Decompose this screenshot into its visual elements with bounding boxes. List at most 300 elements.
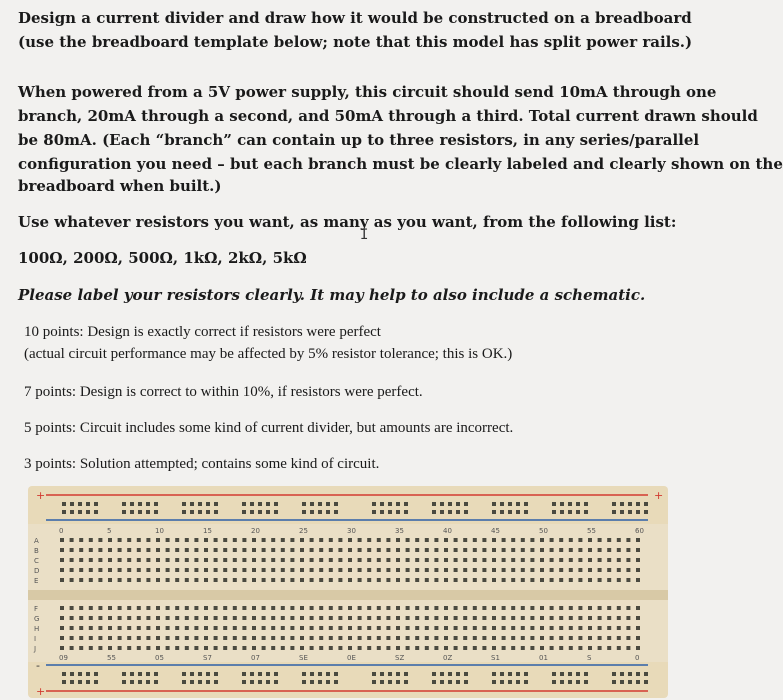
breadboard-hole	[262, 548, 266, 552]
rail-hole	[464, 510, 468, 514]
breadboard-hole	[348, 578, 352, 582]
rail-hole	[516, 672, 520, 676]
breadboard-hole	[310, 646, 314, 650]
breadboard-hole	[89, 578, 93, 582]
breadboard-hole	[540, 548, 544, 552]
breadboard-hole	[175, 548, 179, 552]
rail-hole	[190, 680, 194, 684]
rail-hole	[62, 510, 66, 514]
breadboard-hole	[108, 538, 112, 542]
breadboard-hole	[473, 548, 477, 552]
rail-hole	[576, 672, 580, 676]
breadboard-hole	[137, 636, 141, 640]
breadboard-hole	[502, 548, 506, 552]
breadboard-hole	[290, 558, 294, 562]
rail-hole	[250, 680, 254, 684]
rail-hole	[552, 502, 556, 506]
breadboard-hole	[137, 616, 141, 620]
breadboard-hole	[358, 558, 362, 562]
breadboard-hole	[348, 606, 352, 610]
breadboard-hole	[60, 548, 64, 552]
rail-hole	[516, 502, 520, 506]
rail-hole	[644, 502, 648, 506]
rail-hole	[94, 672, 98, 676]
rail-hole	[492, 672, 496, 676]
breadboard-hole	[310, 578, 314, 582]
breadboard-hole	[396, 606, 400, 610]
breadboard-hole	[194, 558, 198, 562]
breadboard-hole	[185, 538, 189, 542]
breadboard-hole	[434, 606, 438, 610]
breadboard-hole	[492, 538, 496, 542]
breadboard-hole	[463, 578, 467, 582]
breadboard-hole	[108, 558, 112, 562]
rail-hole	[464, 680, 468, 684]
breadboard-hole	[156, 606, 160, 610]
breadboard-hole	[118, 606, 122, 610]
breadboard-hole	[396, 548, 400, 552]
breadboard-hole	[329, 626, 333, 630]
breadboard-hole	[175, 578, 179, 582]
breadboard-hole	[204, 578, 208, 582]
breadboard-hole	[415, 606, 419, 610]
breadboard-hole	[434, 558, 438, 562]
breadboard-hole	[156, 626, 160, 630]
rail-hole	[122, 510, 126, 514]
breadboard-hole	[137, 568, 141, 572]
breadboard-hole	[137, 646, 141, 650]
breadboard-hole	[60, 646, 64, 650]
rail-hole	[508, 672, 512, 676]
rail-hole	[130, 502, 134, 506]
breadboard-hole	[242, 636, 246, 640]
rail-hole	[464, 672, 468, 676]
breadboard-hole	[386, 538, 390, 542]
breadboard-hole	[281, 646, 285, 650]
breadboard-hole	[511, 578, 515, 582]
column-label: 5	[107, 527, 112, 535]
breadboard-hole	[386, 558, 390, 562]
breadboard-hole	[482, 616, 486, 620]
breadboard-hole	[406, 636, 410, 640]
breadboard-hole	[482, 538, 486, 542]
rail-hole	[432, 510, 436, 514]
breadboard-hole	[223, 548, 227, 552]
column-label: 55	[587, 527, 596, 535]
breadboard-hole	[406, 558, 410, 562]
breadboard-hole	[214, 616, 218, 620]
rail-hole	[78, 502, 82, 506]
paragraph-line-2: branch, 20mA through a second, and 50mA through a third. Total current drawn should	[18, 107, 758, 125]
breadboard-hole	[156, 578, 160, 582]
rail-hole	[456, 680, 460, 684]
breadboard-hole	[156, 616, 160, 620]
breadboard-hole	[281, 616, 285, 620]
breadboard-hole	[118, 538, 122, 542]
breadboard-hole	[550, 636, 554, 640]
breadboard-hole	[348, 548, 352, 552]
breadboard-hole	[137, 626, 141, 630]
breadboard-hole	[329, 568, 333, 572]
breadboard-hole	[396, 626, 400, 630]
rubric-10-line-2: (actual circuit performance may be affected by 5% resistor tolerance; this is OK.)	[24, 346, 513, 362]
breadboard-hole	[348, 646, 352, 650]
breadboard-hole	[79, 548, 83, 552]
breadboard-hole	[146, 606, 150, 610]
breadboard-hole	[626, 646, 630, 650]
breadboard-hole	[310, 626, 314, 630]
rail-hole	[274, 680, 278, 684]
rail-hole	[266, 672, 270, 676]
row-label: G	[34, 615, 40, 623]
breadboard-hole	[194, 578, 198, 582]
rail-hole	[138, 510, 142, 514]
rail-hole	[576, 502, 580, 506]
breadboard-hole	[252, 568, 256, 572]
rail-hole	[560, 502, 564, 506]
rail-hole	[524, 672, 528, 676]
column-label: SZ	[395, 654, 405, 662]
breadboard-hole	[511, 558, 515, 562]
breadboard-hole	[252, 548, 256, 552]
breadboard-hole	[521, 538, 525, 542]
breadboard-hole	[358, 568, 362, 572]
breadboard-hole	[166, 646, 170, 650]
breadboard-hole	[377, 578, 381, 582]
breadboard-hole	[367, 538, 371, 542]
rail-hole	[86, 672, 90, 676]
rail-hole	[524, 510, 528, 514]
breadboard-hole	[319, 538, 323, 542]
rail-hole	[310, 672, 314, 676]
rail-hole	[326, 510, 330, 514]
resistor-intro: Use whatever resistors you want, as many as you want, from the following list:	[18, 213, 677, 231]
rail-hole	[70, 510, 74, 514]
breadboard-hole	[319, 578, 323, 582]
rail-hole	[524, 680, 528, 684]
breadboard-hole	[473, 626, 477, 630]
rail-hole	[318, 510, 322, 514]
breadboard-hole	[194, 548, 198, 552]
breadboard-hole	[338, 568, 342, 572]
breadboard-hole	[434, 568, 438, 572]
rail-hole	[302, 502, 306, 506]
breadboard-hole	[329, 636, 333, 640]
breadboard-hole	[175, 616, 179, 620]
rail-hole	[612, 680, 616, 684]
rail-hole	[70, 672, 74, 676]
rail-hole	[138, 672, 142, 676]
breadboard-hole	[262, 538, 266, 542]
breadboard-hole	[290, 568, 294, 572]
row-label: A	[34, 537, 39, 545]
rail-hole	[318, 680, 322, 684]
breadboard-hole	[377, 548, 381, 552]
breadboard-hole	[434, 538, 438, 542]
breadboard-hole	[319, 548, 323, 552]
rail-hole	[500, 510, 504, 514]
breadboard-hole	[588, 606, 592, 610]
breadboard-hole	[290, 548, 294, 552]
breadboard-hole	[137, 548, 141, 552]
breadboard-hole	[98, 538, 102, 542]
breadboard-hole	[377, 626, 381, 630]
breadboard-hole	[79, 558, 83, 562]
breadboard-hole	[530, 606, 534, 610]
breadboard-hole	[146, 548, 150, 552]
breadboard-hole	[204, 558, 208, 562]
rail-hole	[250, 510, 254, 514]
breadboard-hole	[406, 626, 410, 630]
breadboard-hole	[569, 636, 573, 640]
breadboard-hole	[290, 606, 294, 610]
rail-hole	[182, 510, 186, 514]
rail-hole	[560, 680, 564, 684]
breadboard-hole	[434, 636, 438, 640]
breadboard-hole	[530, 646, 534, 650]
breadboard-hole	[175, 568, 179, 572]
rail-hole	[552, 680, 556, 684]
breadboard-hole	[540, 646, 544, 650]
rail-hole	[86, 510, 90, 514]
breadboard-hole	[281, 558, 285, 562]
breadboard-hole	[463, 636, 467, 640]
breadboard-hole	[415, 616, 419, 620]
breadboard-hole	[598, 578, 602, 582]
breadboard-hole	[463, 548, 467, 552]
breadboard-hole	[204, 636, 208, 640]
breadboard-hole	[146, 626, 150, 630]
breadboard-hole	[521, 626, 525, 630]
breadboard-hole	[338, 606, 342, 610]
breadboard-hole	[530, 636, 534, 640]
breadboard-hole	[406, 538, 410, 542]
rail-hole	[62, 680, 66, 684]
breadboard-hole	[118, 626, 122, 630]
row-label: H	[34, 625, 40, 633]
rail-hole	[440, 502, 444, 506]
breadboard-hole	[463, 616, 467, 620]
breadboard-hole	[367, 606, 371, 610]
column-label: 0E	[347, 654, 356, 662]
rail-hole	[310, 502, 314, 506]
breadboard-hole	[377, 636, 381, 640]
breadboard-hole	[89, 538, 93, 542]
breadboard-hole	[127, 538, 131, 542]
breadboard-hole	[588, 616, 592, 620]
breadboard-hole	[454, 626, 458, 630]
breadboard-hole	[569, 616, 573, 620]
breadboard-hole	[540, 578, 544, 582]
rail-hole	[62, 502, 66, 506]
rail-hole	[404, 680, 408, 684]
rail-hole	[568, 672, 572, 676]
breadboard-hole	[502, 538, 506, 542]
breadboard-hole	[204, 616, 208, 620]
breadboard-hole	[338, 636, 342, 640]
column-label: 01	[539, 654, 548, 662]
rail-hole	[644, 680, 648, 684]
breadboard-hole	[454, 646, 458, 650]
breadboard-hole	[118, 636, 122, 640]
breadboard-hole	[521, 548, 525, 552]
breadboard-hole	[300, 606, 304, 610]
breadboard-hole	[108, 568, 112, 572]
rail-hole	[576, 680, 580, 684]
rail-hole	[310, 680, 314, 684]
rubric-5: 5 points: Circuit includes some kind of current divider, but amounts are incorrect.	[24, 420, 514, 436]
breadboard-hole	[550, 606, 554, 610]
breadboard-hole	[98, 568, 102, 572]
breadboard-hole	[156, 646, 160, 650]
breadboard-hole	[214, 646, 218, 650]
breadboard-hole	[223, 606, 227, 610]
breadboard-hole	[79, 616, 83, 620]
breadboard-hole	[194, 646, 198, 650]
rail-hole	[94, 502, 98, 506]
breadboard-hole	[108, 636, 112, 640]
breadboard-hole	[425, 558, 429, 562]
rail-hole	[448, 680, 452, 684]
breadboard-hole	[626, 606, 630, 610]
column-label: 45	[491, 527, 500, 535]
breadboard-hole	[108, 548, 112, 552]
breadboard-hole	[550, 538, 554, 542]
breadboard-hole	[70, 548, 74, 552]
column-label: 55	[107, 654, 116, 662]
breadboard-hole	[569, 538, 573, 542]
breadboard-hole	[262, 626, 266, 630]
column-label: 20	[251, 527, 260, 535]
rail-hole	[242, 680, 246, 684]
rail-hole	[552, 672, 556, 676]
breadboard-hole	[127, 568, 131, 572]
breadboard-hole	[607, 538, 611, 542]
breadboard-hole	[329, 558, 333, 562]
rail-hole	[612, 672, 616, 676]
breadboard-hole	[492, 568, 496, 572]
breadboard-hole	[319, 646, 323, 650]
rail-hole	[500, 502, 504, 506]
rail-hole	[620, 502, 624, 506]
breadboard-hole	[194, 626, 198, 630]
rail-hole	[182, 672, 186, 676]
breadboard-hole	[137, 578, 141, 582]
breadboard-hole	[559, 568, 563, 572]
breadboard-hole	[444, 616, 448, 620]
breadboard-template	[28, 486, 668, 698]
rail-hole	[388, 510, 392, 514]
breadboard-hole	[127, 578, 131, 582]
breadboard-hole	[626, 636, 630, 640]
rail-hole	[584, 672, 588, 676]
rail-hole	[568, 510, 572, 514]
breadboard-hole	[319, 636, 323, 640]
breadboard-hole	[281, 568, 285, 572]
breadboard-hole	[463, 538, 467, 542]
breadboard-hole	[358, 578, 362, 582]
row-label: I	[34, 635, 37, 643]
column-label: 35	[395, 527, 404, 535]
column-label: 07	[251, 654, 260, 662]
breadboard-hole	[233, 548, 237, 552]
column-label: 60	[635, 527, 644, 535]
breadboard-hole	[204, 606, 208, 610]
breadboard-hole	[233, 606, 237, 610]
breadboard-hole	[559, 578, 563, 582]
breadboard-hole	[626, 578, 630, 582]
breadboard-hole	[463, 626, 467, 630]
breadboard-hole	[60, 616, 64, 620]
breadboard-hole	[204, 626, 208, 630]
rail-hole	[380, 672, 384, 676]
breadboard-hole	[118, 616, 122, 620]
breadboard-hole	[502, 646, 506, 650]
column-label: 40	[443, 527, 452, 535]
breadboard-hole	[89, 646, 93, 650]
rail-hole	[206, 502, 210, 506]
rail-hole	[372, 672, 376, 676]
rail-hole	[326, 502, 330, 506]
breadboard-hole	[79, 646, 83, 650]
breadboard-hole	[319, 626, 323, 630]
breadboard-hole	[425, 606, 429, 610]
breadboard-hole	[588, 626, 592, 630]
breadboard-hole	[454, 568, 458, 572]
breadboard-hole	[358, 606, 362, 610]
breadboard-hole	[425, 646, 429, 650]
breadboard-hole	[482, 626, 486, 630]
breadboard-hole	[482, 558, 486, 562]
breadboard-hole	[521, 606, 525, 610]
breadboard-hole	[598, 606, 602, 610]
rail-hole	[266, 502, 270, 506]
rail-hole	[516, 680, 520, 684]
rail-hole	[636, 502, 640, 506]
breadboard-hole	[530, 616, 534, 620]
breadboard-hole	[166, 636, 170, 640]
breadboard-hole	[290, 636, 294, 640]
breadboard-hole	[530, 626, 534, 630]
breadboard-hole	[386, 646, 390, 650]
breadboard-hole	[550, 616, 554, 620]
rail-hole	[94, 510, 98, 514]
column-label: 0	[59, 527, 64, 535]
breadboard-hole	[559, 538, 563, 542]
breadboard-hole	[607, 616, 611, 620]
rail-hole	[198, 510, 202, 514]
breadboard-hole	[60, 558, 64, 562]
breadboard-hole	[108, 616, 112, 620]
breadboard-hole	[60, 626, 64, 630]
breadboard-hole	[588, 636, 592, 640]
breadboard-hole	[98, 626, 102, 630]
breadboard-hole	[511, 636, 515, 640]
breadboard-hole	[502, 578, 506, 582]
breadboard-hole	[511, 538, 515, 542]
breadboard-hole	[252, 626, 256, 630]
breadboard-hole	[502, 616, 506, 620]
breadboard-hole	[559, 646, 563, 650]
breadboard-hole	[617, 578, 621, 582]
breadboard-hole	[281, 606, 285, 610]
breadboard-hole	[300, 548, 304, 552]
rail-hole	[396, 510, 400, 514]
breadboard-hole	[127, 606, 131, 610]
breadboard-hole	[473, 578, 477, 582]
breadboard-hole	[578, 568, 582, 572]
column-label: S1	[491, 654, 500, 662]
